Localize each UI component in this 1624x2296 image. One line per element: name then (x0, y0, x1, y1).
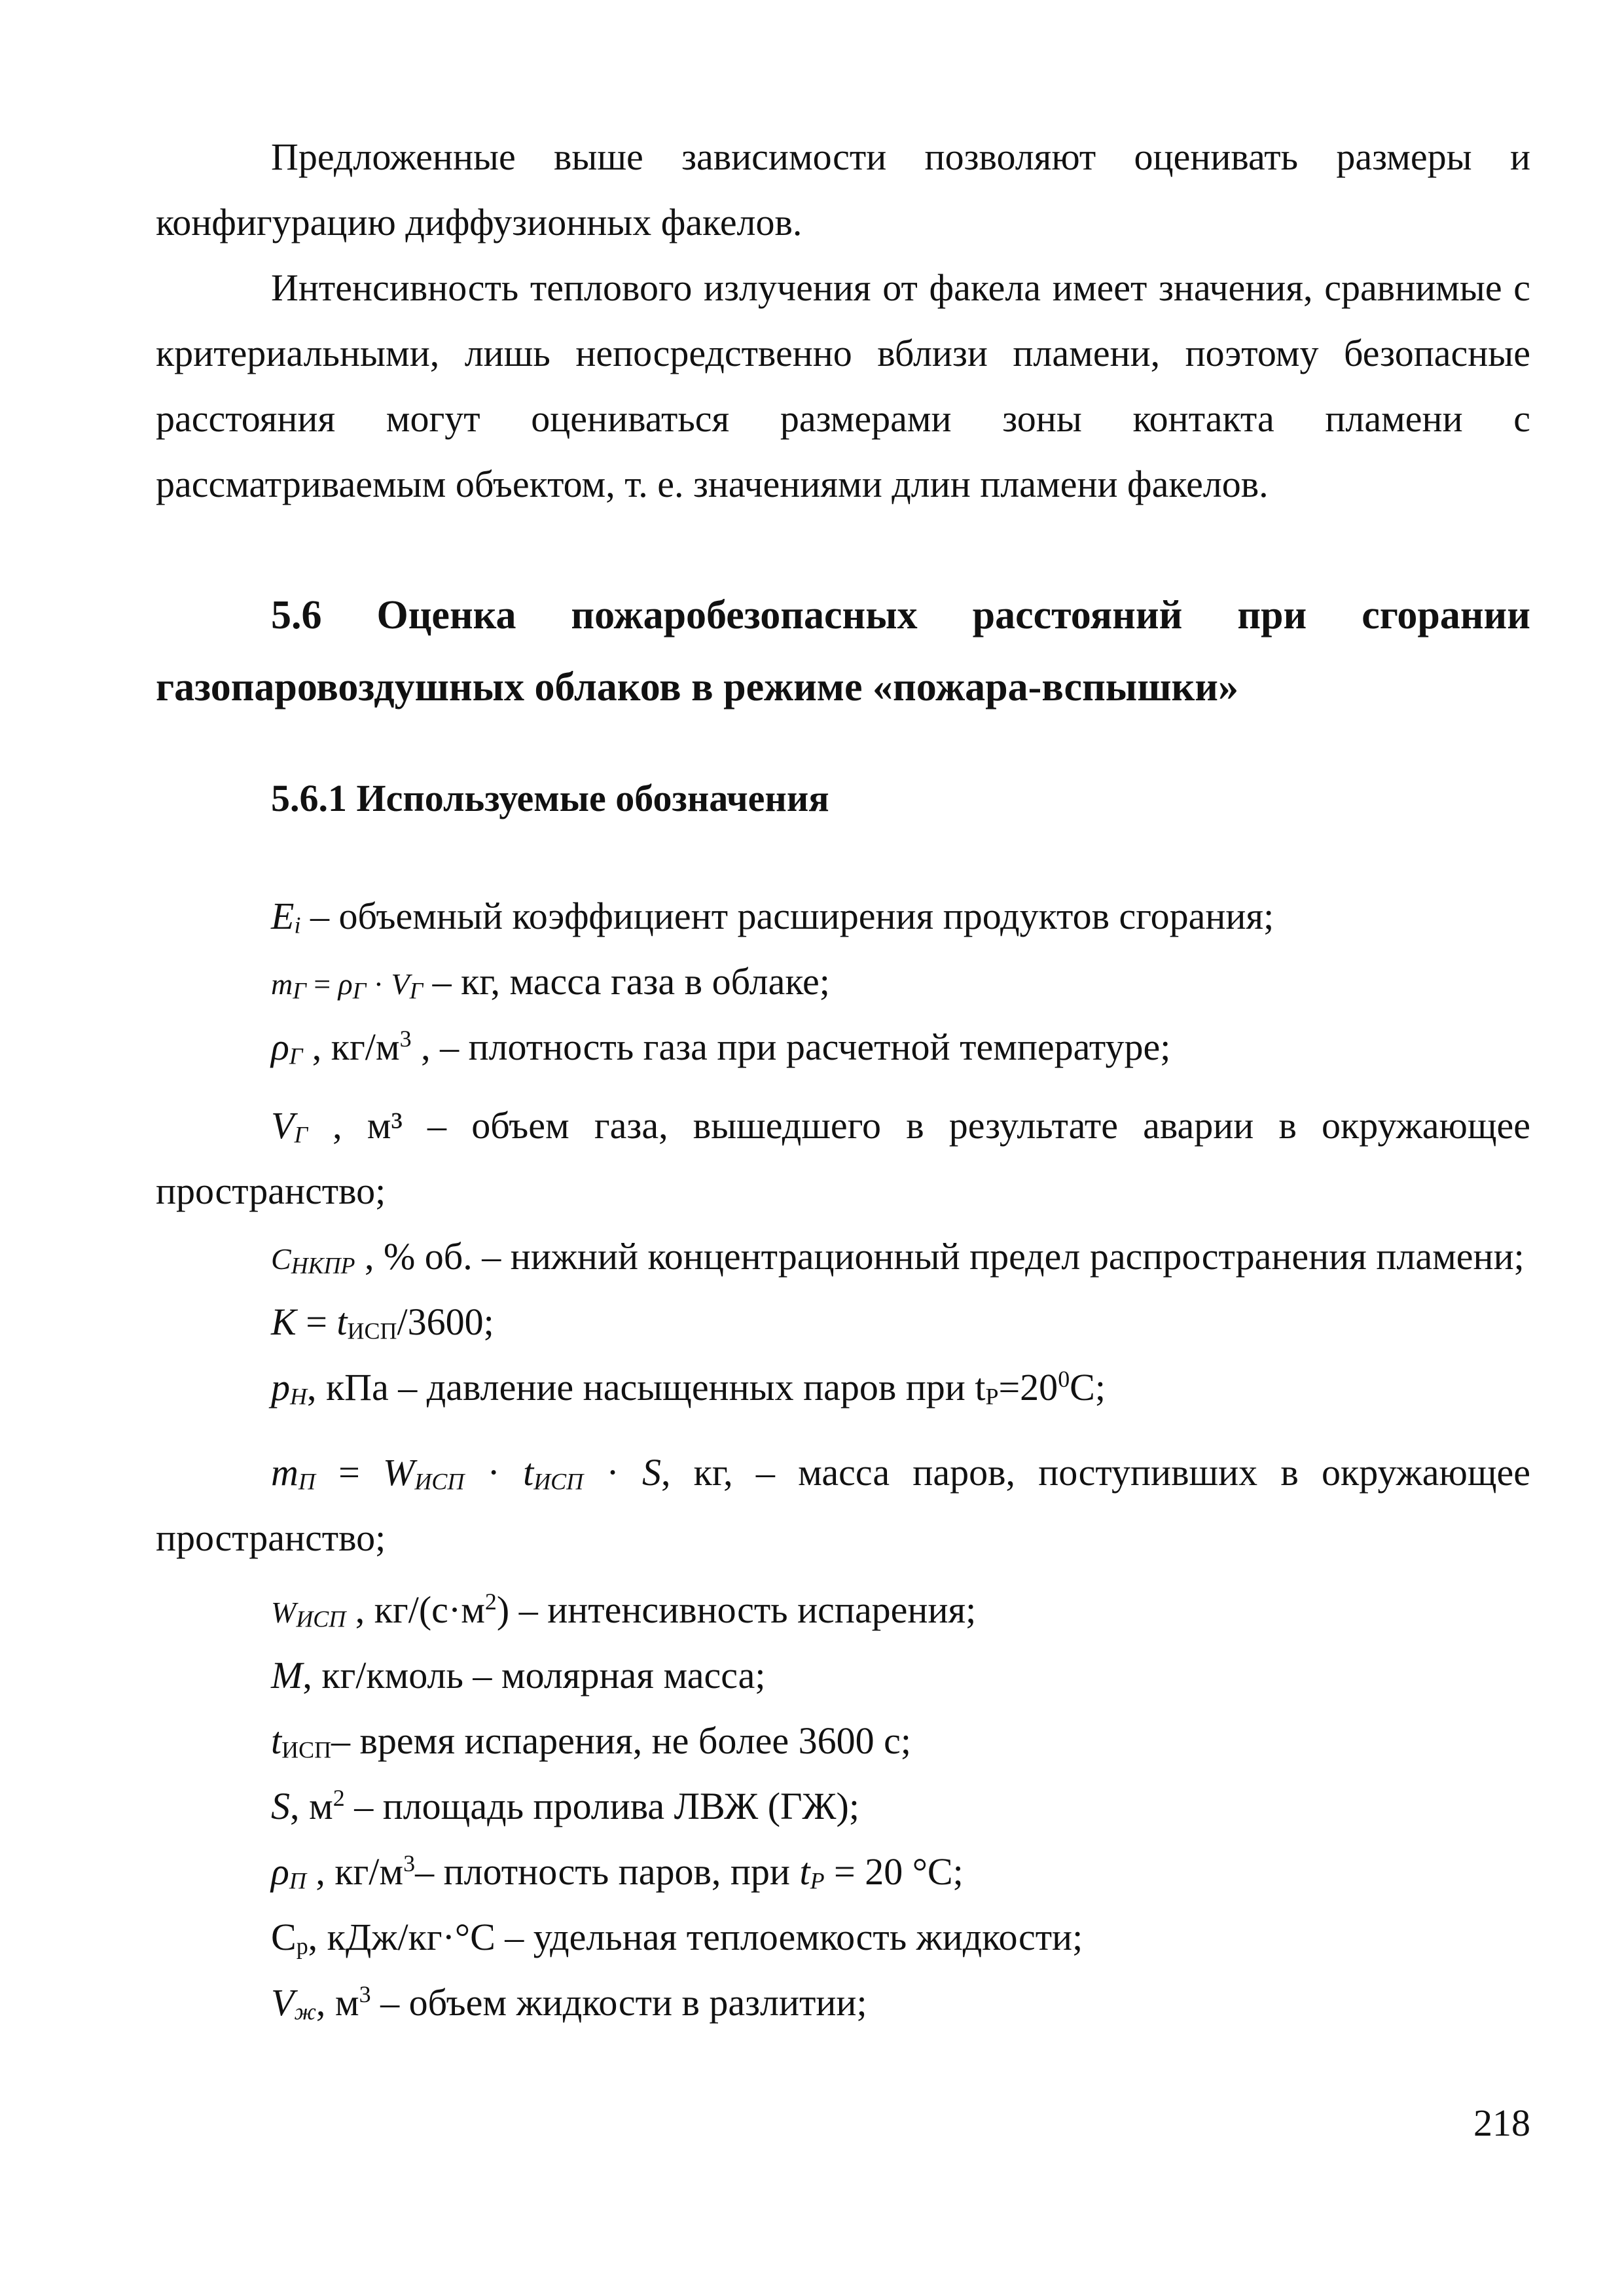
notation-item: $p_H$, кПа – давление насыщенных паров при $t_P=20^0С$; (271, 1366, 1106, 1410)
notation-item: $t_{ИСП}-$ время испарения, не более 3600 с; (271, 1719, 911, 1763)
paragraph-line: рассматриваемым объектом, т. е. значениями длин пламени факелов. (156, 463, 1269, 505)
paragraph-line: расстояния могут оцениваться размерами зоны контакта пламени с (156, 397, 1530, 440)
paragraph-line: Предложенные выше зависимости позволяют оценивать размеры и (271, 135, 1530, 178)
subsection-heading: 5.6.1 Используемые обозначения (271, 777, 829, 819)
notation-item: $m_Г = \rho_Г \cdot V_Г$ – кг, масса газа в облаке; (271, 960, 830, 1004)
notation-item-continuation: пространство; (156, 1170, 386, 1212)
notation-item: $\rho_Г$ , $кг/м^3$ , – плотность газа при расчетной температуре; (271, 1026, 1171, 1069)
notation-item-continuation: пространство; (156, 1516, 386, 1559)
page-number: 218 (1473, 2102, 1530, 2144)
paragraph-line: Интенсивность теплового излучения от факела имеет значения, сравнимые с (271, 266, 1530, 309)
notation-item: S, $м^2$ – площадь пролива ЛВЖ (ГЖ); (271, 1785, 859, 1827)
section-title-line1: Оценка пожаробезопасных расстояний при сгорании (376, 593, 1531, 637)
notation-item: M, кг/кмоль – молярная масса; (271, 1654, 766, 1696)
section-title-line2: газопаровоздушных облаков в режиме «пожара-вспышки» (156, 665, 1238, 709)
notation-item: $С_р$, кДж/кг·°С – удельная теплоемкость жидкости; (271, 1916, 1083, 1960)
section-heading (271, 589, 1530, 641)
notation-item: $V_Г$ , м³ – объем газа, вышедшего в результате аварии в окружающее (271, 1104, 1530, 1148)
notation-item: $m_П = W_{ИСП} \cdot t_{ИСП} \cdot S$, кг, – масса паров, поступивших в окружающее (271, 1451, 1530, 1495)
section-number: 5.6 (271, 593, 322, 637)
paragraph-line: конфигурацию диффузионных факелов. (156, 201, 803, 243)
notation-item: $W_{ИСП}$ , $кг/(с\cdot м^2)$ – интенсивность испарения; (271, 1588, 977, 1632)
notation-item: $\rho_П$ , $кг/м^3-$ плотность паров, при $t_P = 20$ °С; (271, 1850, 964, 1894)
notation-item: $E_i$ – объемный коэффициент расширения продуктов сгорания; (271, 895, 1274, 939)
notation-item: $V_ж$, $м^3$ – объем жидкости в разлитии; (271, 1981, 867, 2025)
paragraph-line: критериальными, лишь непосредственно вблизи пламени, поэтому безопасные (156, 332, 1530, 374)
notation-item: $C_{НКПР}$ , % об. – нижний концентрационный предел распространения пламени; (271, 1235, 1525, 1279)
notation-item: $K = t_{ИСП}/3600$; (271, 1300, 494, 1344)
